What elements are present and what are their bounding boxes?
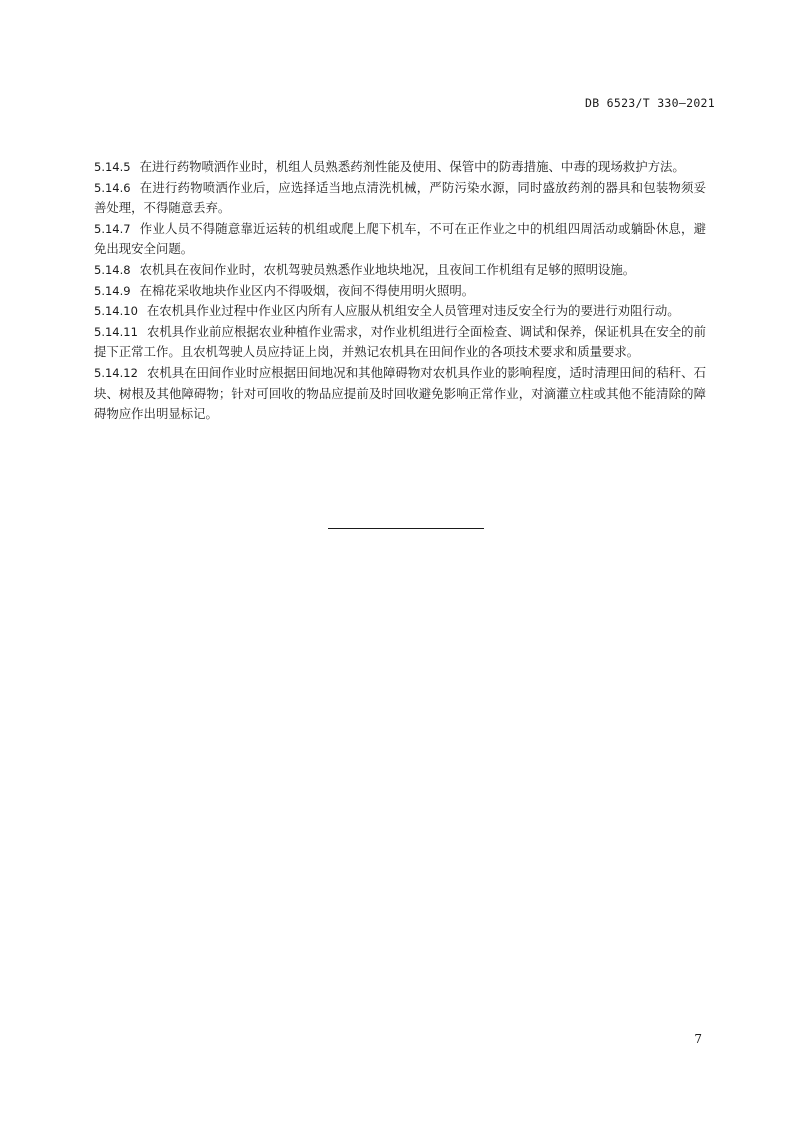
end-of-section-rule [328, 528, 484, 529]
clause-number: 5.14.11 [94, 324, 138, 339]
page-number: 7 [694, 1032, 702, 1046]
clause-text: 农机具在田间作业时应根据田间地况和其他障碍物对农机具作业的影响程度，适时清理田间的秸秆、石块、树根及其他障碍物；针对可回收的物品应提前及时回收避免影响正常作业，对滴灌立柱或其他不能清除的障碍物应作出明显标记。 [94, 364, 706, 422]
clause-5-14-10 [94, 301, 706, 322]
clause-5-14-6 [94, 178, 706, 219]
clause-number: 5.14.9 [94, 283, 131, 298]
clause-5-14-11 [94, 322, 706, 363]
document-body [94, 157, 706, 425]
clause-text: 在进行药物喷洒作业时，机组人员熟悉药剂性能及使用、保管中的防毒措施、中毒的现场救护方法。 [139, 159, 685, 174]
clause-5-14-7 [94, 219, 706, 260]
clause-text: 农机具在夜间作业时，农机驾驶员熟悉作业地块地况，且夜间工作机组有足够的照明设施。 [139, 261, 636, 277]
clause-number: 5.14.10 [94, 304, 138, 319]
clause-number: 5.14.5 [94, 160, 131, 174]
clause-5-14-12 [94, 363, 706, 425]
clause-5-14-8 [94, 260, 706, 281]
clause-text: 在农机具作业过程中作业区内所有人应服从机组安全人员管理对违反安全行为的要进行劝阻行动。 [146, 303, 680, 319]
clause-text: 在进行药物喷洒作业后，应选择适当地点清洗机械，严防污染水源，同时盛放药剂的器具和包装物须妥善处理，不得随意丢弃。 [94, 179, 706, 216]
clause-5-14-5 [94, 157, 706, 178]
clause-number: 5.14.6 [94, 180, 131, 195]
clause-text: 农机具作业前应根据农业种植作业需求，对作业机组进行全面检查、调试和保养，保证机具在安全的前提下正常工作。且农机驾驶人员应持证上岗，并熟记农机具在田间作业的各项技术要求和质量要求。 [94, 323, 706, 360]
clause-text: 作业人员不得随意靠近运转的机组或爬上爬下机车，不可在正作业之中的机组四周活动或躺卧休息，避免出现安全问题。 [94, 220, 706, 257]
clause-5-14-9 [94, 281, 706, 302]
clause-number: 5.14.8 [94, 262, 131, 277]
clause-text: 在棉花采收地块作业区内不得吸烟，夜间不得使用明火照明。 [139, 282, 475, 298]
clause-number: 5.14.12 [94, 365, 138, 380]
clause-number: 5.14.7 [94, 221, 131, 236]
document-code: DB 6523/T 330—2021 [584, 96, 715, 110]
